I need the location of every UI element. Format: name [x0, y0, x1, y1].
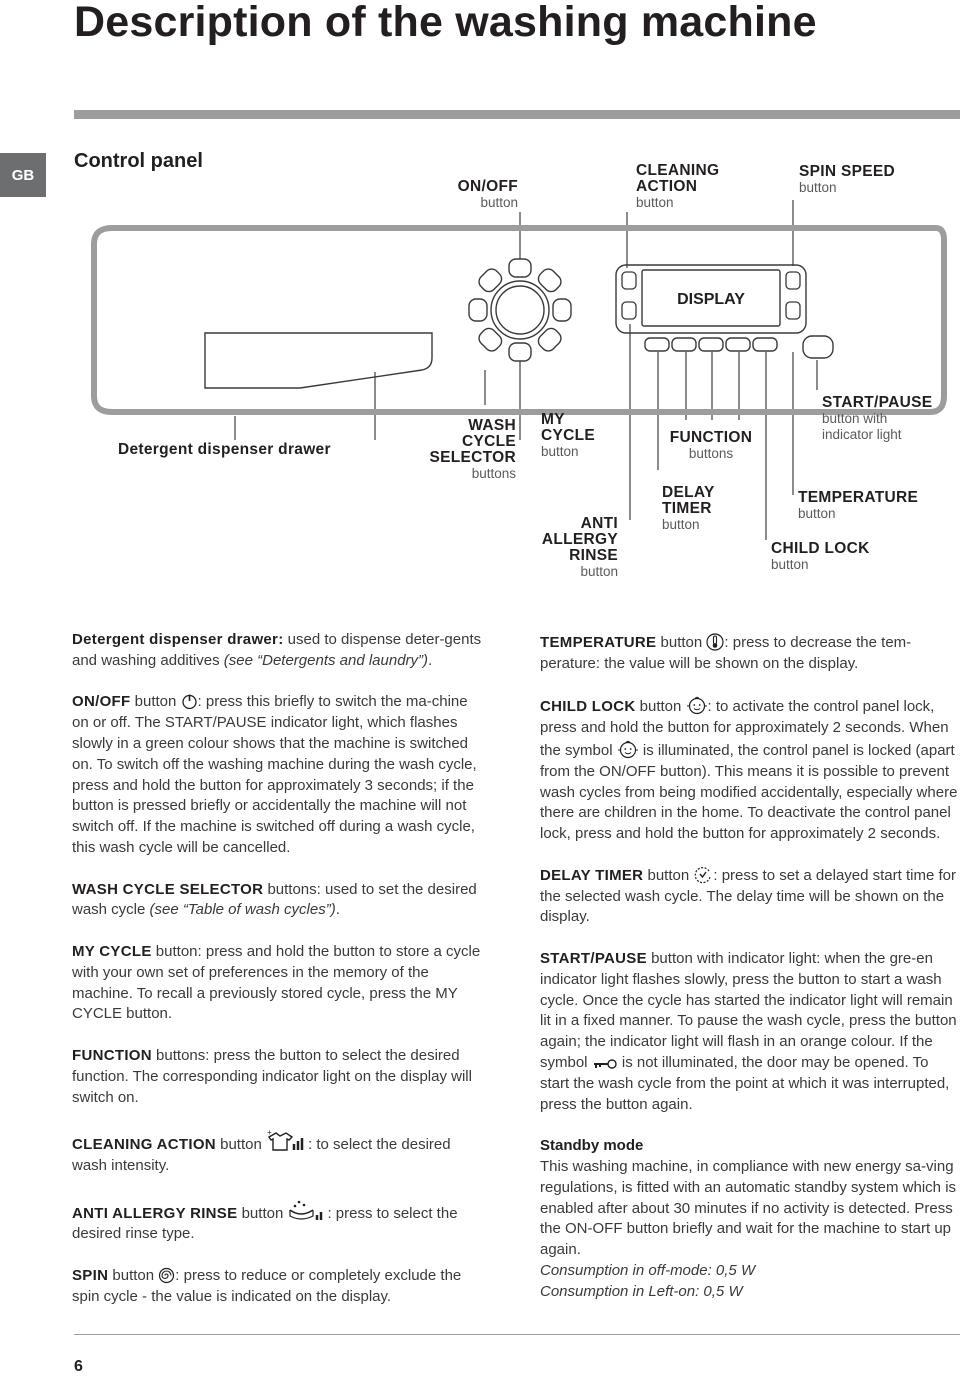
para-onoff: ON/OFF button : press this briefly to switch the ma-chine on or off. The START/PAUSE indicator light, which flashes slowly in a green colour shows that the machine is switched on. To switch off the washing machine during the wash cycle, press and hold the button for approximately 3 seconds; if the button is pressed briefly or accidentally the machine will not switch off. If the machine is switched off during a wash cycle, this wash cycle will be cancelled.	[72, 693, 477, 856]
standby-heading: Standby mode	[540, 1137, 644, 1155]
callout-wash-cycle-selector: WASH CYCLE SELECTOR buttons	[429, 417, 516, 481]
para-function: FUNCTION buttons: press the button to select the desired function. The corresponding indicator light on the display will switch on.	[72, 1046, 472, 1106]
callout-onoff: ON/OFF button	[457, 178, 518, 210]
selector-button[interactable]	[553, 299, 571, 321]
para-child-lock: CHILD LOCK button : to activate the control panel lock, press and hold the button for approximately 2 seconds. When the symbol is illuminated, the control panel is locked (apart from the ON/OFF button). This means it is possible to prevent wash cycles from being modified accidentally, especially where there are children in the home. To deactivate the control panel lock, press and hold the button for approximately 2 seconds.	[540, 695, 958, 845]
spin-spiral-icon	[158, 1267, 175, 1284]
callout-delay-timer: DELAY TIMER button	[662, 484, 715, 532]
display-label: DISPLAY	[677, 291, 745, 308]
consumption-left-on: Consumption in Left-on: 0,5 W	[540, 1282, 743, 1300]
child-face-icon	[686, 695, 708, 715]
para-wash-selector: WASH CYCLE SELECTOR buttons: used to set the desired wash cycle (see “Table of wash cycles”).	[72, 880, 477, 919]
callout-start-pause: START/PAUSE button with indicator light	[822, 394, 933, 442]
display-unit	[616, 265, 806, 333]
callout-child-lock: CHILD LOCK button	[771, 540, 870, 572]
right-text-column	[540, 633, 958, 1303]
callout-temperature: TEMPERATURE button	[798, 489, 919, 521]
standby-section	[540, 1136, 958, 1302]
footer-rule	[74, 1334, 960, 1335]
callout-spin-speed: SPIN SPEED button	[799, 163, 896, 195]
child-face-icon	[617, 739, 639, 759]
para-anti-allergy: ANTI ALLERGY RINSE button : press to select the desired rinse type.	[72, 1198, 482, 1246]
left-text-column	[72, 630, 482, 1328]
callout-anti-allergy-rinse: ANTI ALLERGY RINSE button	[541, 515, 618, 579]
wash-cycle-selector-buttons[interactable]	[469, 259, 571, 361]
callout-detergent-drawer: Detergent dispenser drawer	[118, 441, 331, 458]
para-cleaning-action: CLEANING ACTION button + : to select the desired wash intensity.	[72, 1129, 451, 1174]
callout-function: FUNCTION buttons	[669, 429, 753, 461]
para-my-cycle: MY CYCLE button: press and hold the button to store a cycle with your own set of preferences in the memory of the machine. To recall a previously stored cycle, press the MY CYCLE button.	[72, 942, 481, 1023]
selector-button[interactable]	[509, 259, 531, 277]
para-detergent: Detergent dispenser drawer: used to dispense deter-gents and washing additives (see “Detergents and laundry”).	[72, 631, 482, 669]
power-icon	[181, 693, 198, 710]
page-number: 6	[74, 1358, 83, 1375]
para-delay-timer: DELAY TIMER button : press to set a delayed start time for the selected wash cycle. The delay time will be shown on the display.	[540, 866, 956, 926]
para-start-pause: START/PAUSE button with indicator light: when the gre-en indicator light flashes slowly, press the button to start a wash cycle. Once the cycle has started the indicator light will remain lit in a fixed manner. To pause the wash cycle, press the button again; the indicator light will flash in an orange colour. If the symbol is not illuminated, the door may be opened. To start the wash cycle from the point at which it was interrupted, press the button again.	[540, 949, 957, 1113]
shirt-sparkle-icon	[266, 1129, 308, 1153]
thermometer-icon	[706, 633, 724, 651]
language-tab: GB	[0, 153, 46, 197]
detergent-drawer[interactable]	[205, 333, 432, 388]
key-icon	[592, 1057, 618, 1071]
standby-text: This washing machine, in compliance with new energy sa-ving regulations, is fitted with an automatic standby system which is enabled after about 30 minutes if no activity is detected. Press the ON-OFF button briefly and wait for the machine to start up again.	[540, 1157, 957, 1259]
para-spin: SPIN button : press to reduce or completely exclude the spin cycle - the value is indicated on the display.	[72, 1266, 462, 1305]
svg-text:+: +	[267, 1129, 272, 1138]
clock-icon	[693, 866, 713, 884]
callout-cleaning-action: CLEANING ACTION button	[636, 162, 720, 210]
selector-button[interactable]	[509, 343, 531, 361]
consumption-off-mode: Consumption in off-mode: 0,5 W	[540, 1261, 756, 1279]
rinse-icon	[287, 1198, 327, 1222]
section-title: Control panel	[74, 150, 203, 172]
para-temperature: TEMPERATURE button : press to decrease the tem-perature: the value will be shown on the display.	[540, 634, 912, 672]
selector-button[interactable]	[469, 299, 487, 321]
page-title: Description of the washing machine	[74, 0, 817, 46]
callout-my-cycle: MY CYCLE button	[541, 411, 596, 459]
